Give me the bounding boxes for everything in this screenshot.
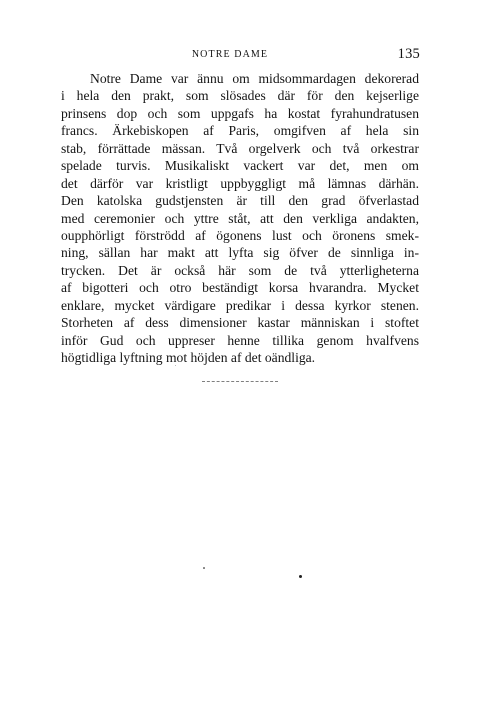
text-line: stab, förrättade mässan. Två orgelverk och två orkestrar: [61, 140, 419, 156]
text-line: det därför var kristligt uppbyggligt må lämnas därhän.: [61, 175, 419, 191]
text-line: ning, sällan har makt att lyfta sig öfver de sinnliga in-: [61, 245, 419, 261]
text-line: trycken. Det är också här som de två ytterligheterna: [61, 262, 419, 278]
running-head: [60, 46, 420, 66]
print-speck: [175, 365, 176, 366]
text-line: med ceremonier och yttre ståt, att den verkliga andakten,: [61, 210, 419, 226]
text-line: enklare, mycket värdigare predikar i dessa kyrkor stenen.: [61, 297, 419, 313]
paragraph: [61, 70, 419, 366]
text-line: af bigotteri och otro beständigt korsa hvarandra. Mycket: [61, 280, 419, 296]
running-title: NOTRE DAME: [191, 49, 269, 60]
print-speck: [299, 575, 302, 578]
text-line: Notre Dame var ännu om midsommardagen dekorerad: [90, 71, 419, 86]
print-speck: [203, 567, 205, 569]
text-line: i hela den prakt, som slösades där för den kejserlige: [61, 88, 419, 104]
text-line: Storheten af dess dimensioner kastar människan i stoftet: [61, 315, 419, 331]
text-line: spelade turvis. Musikaliskt vackert var det, men om: [61, 158, 419, 174]
page-number: 135: [397, 46, 420, 62]
text-line: Den katolska gudstjensten är till den grad öfverlastad: [61, 193, 419, 209]
text-line: högtidliga lyftning mot höjden af det oändliga.: [61, 350, 316, 365]
text-line: prinsens dop och som uppgafs ha kostat fyrahundratusen: [61, 105, 419, 121]
text-line: francs. Ärkebiskopen af Paris, omgifven af hela sin: [61, 123, 419, 139]
text-line: inför Gud och uppreser henne tillika genom hvalfvens: [61, 332, 419, 348]
text-line: oupphörligt förströdd af ögonens lust och öronens smek-: [61, 227, 419, 243]
section-divider: [202, 381, 278, 382]
